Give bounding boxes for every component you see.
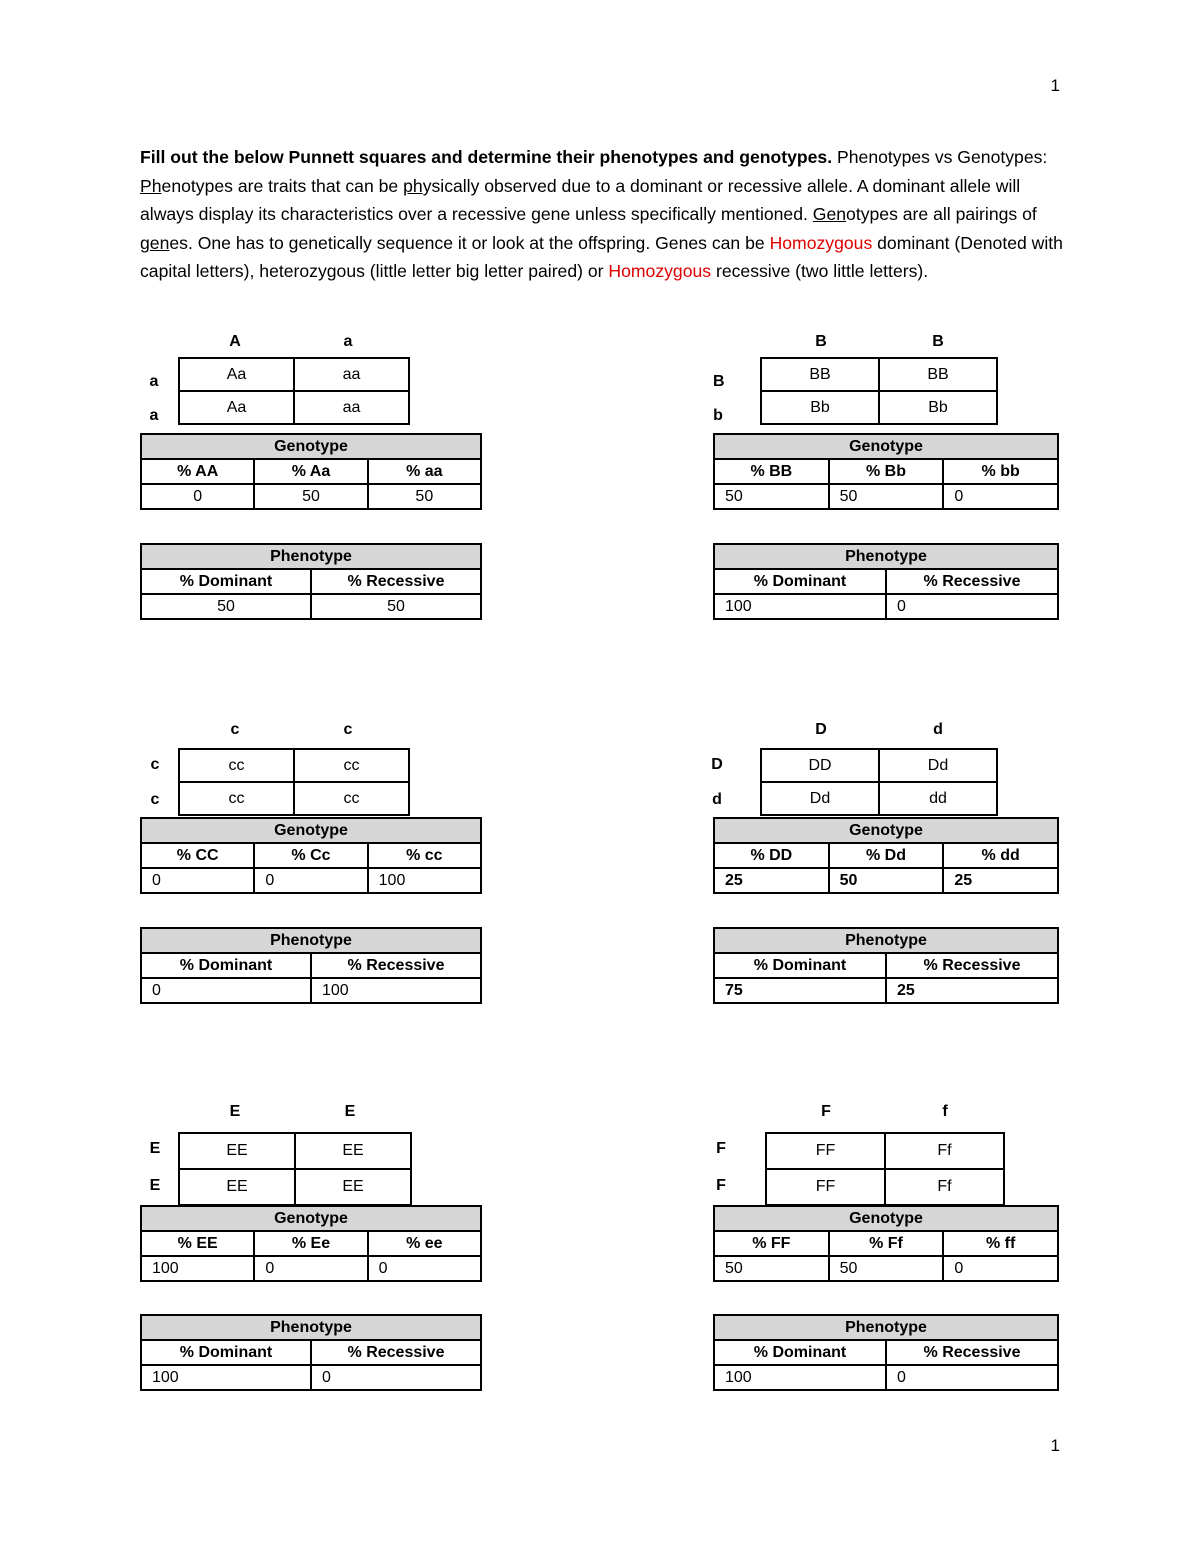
punnett-square [178,748,410,816]
genotype-value: 0 [254,868,367,893]
genotype-value: 50 [368,484,481,509]
phenotype-value: 50 [141,594,311,619]
page-number-bottom: 1 [1050,1436,1060,1455]
top-allele: E [344,1103,356,1120]
genotype-value: 100 [368,868,481,893]
genotype-table [140,1205,482,1282]
top-allele: a [343,333,353,350]
genotype-title: Genotype [141,434,481,459]
punnett-cell: Aa [179,391,294,424]
phenotype-table [140,927,482,1004]
side-allele: D [711,756,723,773]
punnett-block-e [140,1103,482,1403]
punnett-cell: DD [761,749,879,782]
intro-text: otypes are all pairings of [846,204,1037,225]
genotype-title: Genotype [141,1206,481,1231]
genotype-header: % BB [714,459,829,484]
genotype-title: Genotype [714,434,1058,459]
genotype-header: % bb [943,459,1058,484]
punnett-block-a [140,333,482,633]
phenotype-table [713,543,1059,620]
phenotype-title: Phenotype [714,1315,1058,1340]
punnett-cell: Aa [179,358,294,391]
phenotype-title: Phenotype [141,544,481,569]
genotype-header: % aa [368,459,481,484]
phenotype-value: 100 [714,594,886,619]
phenotype-value: 0 [141,978,311,1003]
punnett-cell: BB [879,358,997,391]
genotype-header: % Bb [829,459,944,484]
dominant-header: % Dominant [141,569,311,594]
punnett-square [178,1132,412,1206]
genotype-value: 50 [829,868,944,893]
side-allele: E [149,1140,161,1157]
genotype-header: % cc [368,843,481,868]
punnett-block-c [140,721,482,1021]
side-allele: d [712,791,722,808]
punnett-cell: Dd [761,782,879,815]
intro-underline: gen [140,232,170,253]
dominant-header: % Dominant [141,1340,311,1365]
intro-text: enotypes are traits that can be [161,175,404,196]
genotype-header: % EE [141,1231,254,1256]
dominant-header: % Dominant [714,953,886,978]
phenotype-table [140,1314,482,1391]
phenotype-title: Phenotype [141,928,481,953]
phenotype-title: Phenotype [141,1315,481,1340]
top-allele: d [933,721,943,738]
top-allele: c [343,721,353,738]
top-allele: D [815,721,827,738]
genotype-title: Genotype [714,818,1058,843]
genotype-value: 0 [943,1256,1058,1281]
intro-underline: ph [403,175,423,196]
genotype-value: 0 [141,868,254,893]
genotype-table [713,433,1059,510]
phenotype-value: 100 [141,1365,311,1390]
genotype-table [140,817,482,894]
side-allele: F [716,1140,726,1157]
side-allele: b [713,407,723,424]
punnett-cell: cc [294,782,409,815]
side-allele: c [150,756,160,773]
punnett-cell: aa [294,358,409,391]
top-allele: A [229,333,241,350]
punnett-cell: aa [294,391,409,424]
genotype-header: % CC [141,843,254,868]
genotype-value: 100 [141,1256,254,1281]
punnett-cell: cc [179,782,294,815]
genotype-value: 0 [943,484,1058,509]
phenotype-value: 50 [311,594,481,619]
top-allele: f [942,1103,948,1120]
genotype-header: % AA [141,459,254,484]
punnett-cell: BB [761,358,879,391]
punnett-square [760,748,998,816]
punnett-cell: FF [766,1133,885,1169]
phenotype-table [713,927,1059,1004]
top-allele: E [229,1103,241,1120]
genotype-value: 25 [943,868,1058,893]
genotype-header: % FF [714,1231,829,1256]
top-allele: B [815,333,827,350]
phenotype-value: 100 [311,978,481,1003]
intro-underline: Ph [140,175,162,196]
phenotype-title: Phenotype [714,928,1058,953]
intro-text: dominant (Denoted with capital letters), heterozygous (little letter big letter paired) or [140,232,1063,282]
punnett-cell: EE [295,1133,411,1169]
recessive-header: % Recessive [886,569,1058,594]
punnett-cell: EE [179,1169,295,1205]
punnett-square [178,357,410,425]
homozygous-highlight: Homozygous [769,232,873,253]
side-allele: a [149,407,159,424]
intro-text: Phenotypes vs Genotypes: [832,147,1048,167]
side-allele: B [713,373,725,390]
genotype-title: Genotype [141,818,481,843]
intro-text: ysically observed due to a dominant or recessive allele. A dominant allele will always display its characteristics over a recessive gene unless specifically mentioned. [140,175,1021,225]
recessive-header: % Recessive [311,1340,481,1365]
phenotype-value: 0 [886,1365,1058,1390]
punnett-square [765,1132,1005,1206]
phenotype-value: 0 [886,594,1058,619]
genotype-value: 50 [254,484,367,509]
genotype-value: 50 [829,484,944,509]
phenotype-table [713,1314,1059,1391]
genotype-header: % Aa [254,459,367,484]
genotype-value: 50 [714,1256,829,1281]
genotype-table [713,1205,1059,1282]
genotype-table [140,433,482,510]
punnett-block-d [706,721,1048,1021]
homozygous-highlight: Homozygous [608,261,712,282]
punnett-cell: FF [766,1169,885,1205]
punnett-cell: cc [179,749,294,782]
punnett-cell: Bb [761,391,879,424]
side-allele: a [149,373,159,390]
punnett-cell: Ff [885,1169,1004,1205]
punnett-cell: EE [179,1133,295,1169]
genotype-header: % ff [943,1231,1058,1256]
phenotype-title: Phenotype [714,544,1058,569]
punnett-cell: Bb [879,391,997,424]
punnett-block-f [706,1103,1048,1403]
genotype-header: % Ff [829,1231,944,1256]
punnett-block-b [713,333,1055,633]
phenotype-value: 25 [886,978,1058,1003]
top-allele: c [230,721,240,738]
genotype-title: Genotype [714,1206,1058,1231]
phenotype-value: 0 [311,1365,481,1390]
genotype-value: 25 [714,868,829,893]
instructions-paragraph [140,143,1070,286]
genotype-value: 0 [254,1256,367,1281]
genotype-header: % dd [943,843,1058,868]
genotype-table [713,817,1059,894]
top-allele: B [932,333,944,350]
genotype-value: 0 [368,1256,481,1281]
genotype-value: 50 [829,1256,944,1281]
genotype-value: 50 [714,484,829,509]
dominant-header: % Dominant [714,1340,886,1365]
side-allele: E [149,1177,161,1194]
phenotype-value: 75 [714,978,886,1003]
phenotype-value: 100 [714,1365,886,1390]
side-allele: c [150,791,160,808]
top-allele: F [821,1103,831,1120]
dominant-header: % Dominant [141,953,311,978]
genotype-header: % DD [714,843,829,868]
side-allele: F [716,1177,726,1194]
genotype-header: % ee [368,1231,481,1256]
recessive-header: % Recessive [886,953,1058,978]
punnett-cell: EE [295,1169,411,1205]
punnett-cell: cc [294,749,409,782]
genotype-value: 0 [141,484,254,509]
punnett-square [760,357,998,425]
intro-underline: Gen [812,204,847,225]
phenotype-table [140,543,482,620]
punnett-cell: Ff [885,1133,1004,1169]
page-number-top: 1 [1050,76,1060,95]
recessive-header: % Recessive [311,953,481,978]
intro-text: es. One has to genetically sequence it or look at the offspring. Genes can be [169,232,770,253]
recessive-header: % Recessive [886,1340,1058,1365]
punnett-cell: dd [879,782,997,815]
genotype-header: % Ee [254,1231,367,1256]
recessive-header: % Recessive [311,569,481,594]
intro-text: recessive (two little letters). [711,261,929,282]
dominant-header: % Dominant [714,569,886,594]
punnett-cell: Dd [879,749,997,782]
instructions-heading: Fill out the below Punnett squares and determine their phenotypes and genotypes. [140,147,833,167]
genotype-header: % Cc [254,843,367,868]
genotype-header: % Dd [829,843,944,868]
